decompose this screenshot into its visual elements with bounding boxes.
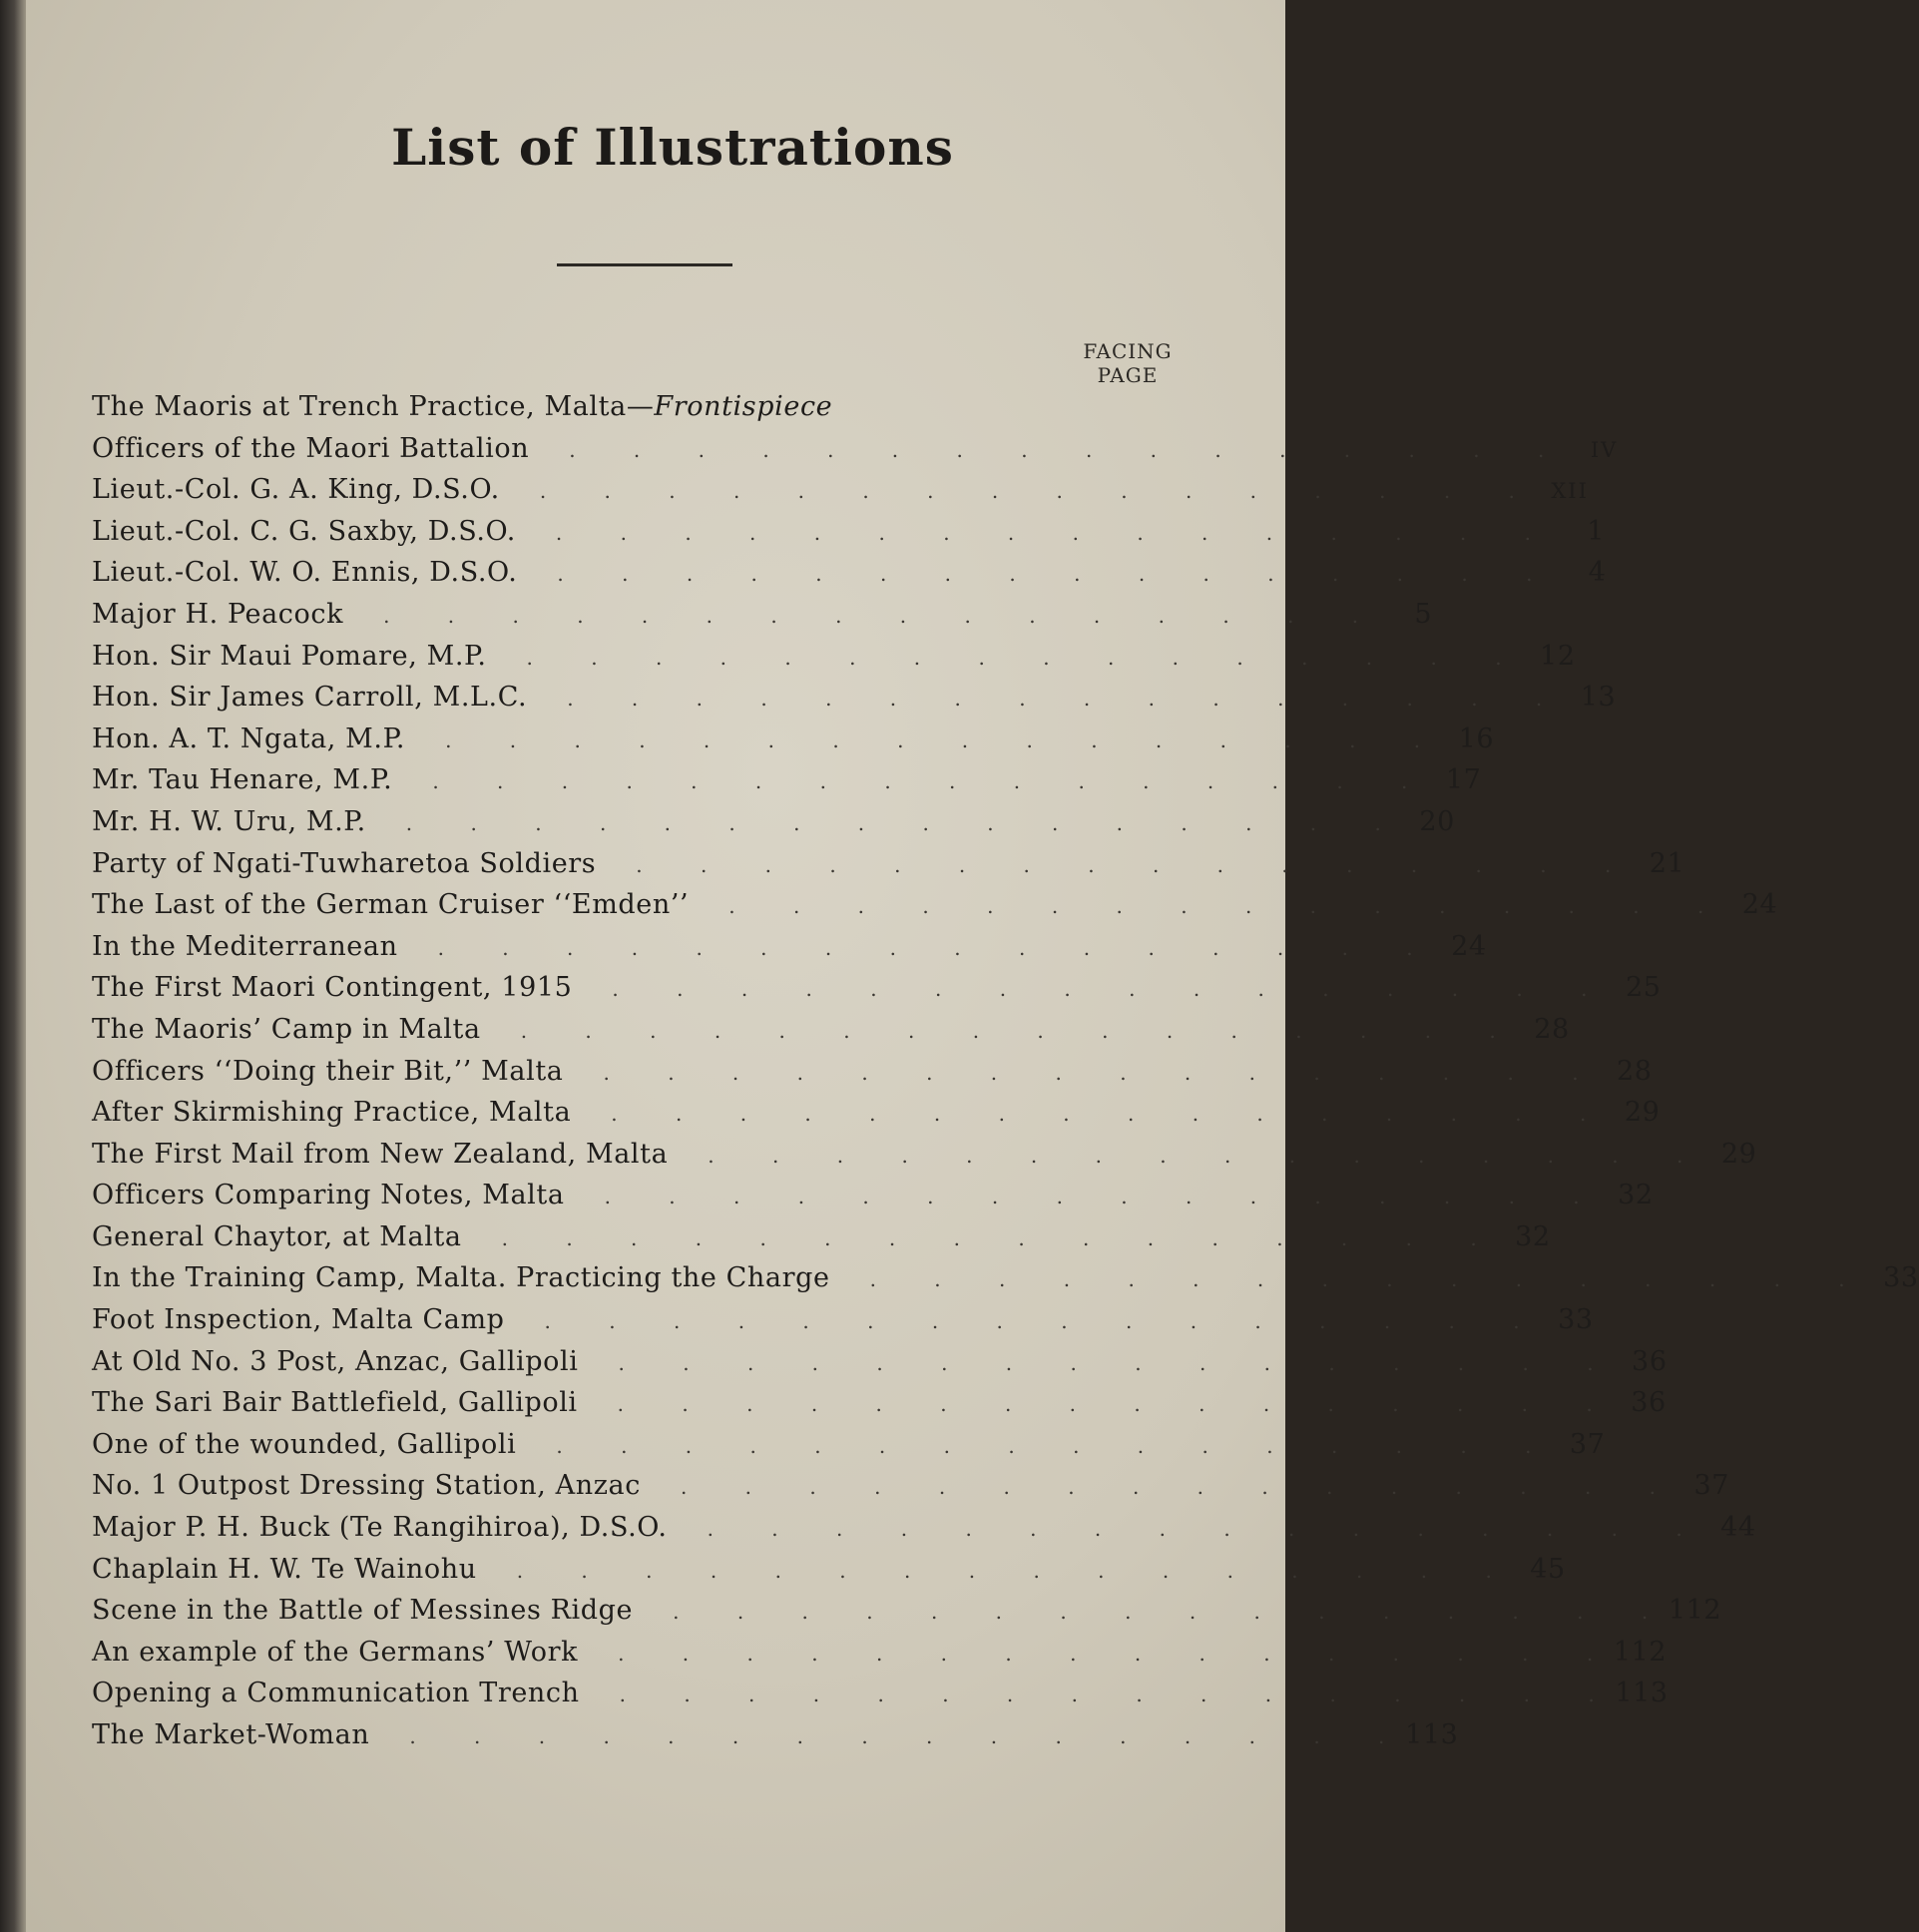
dot-leader: . . . . . . . . . . . . . . . . (516, 1558, 1492, 1583)
list-item (92, 805, 1455, 848)
list-item (92, 682, 1617, 724)
entry-page-number: 36 (1632, 1345, 1668, 1377)
entry-caption: The Market-Woman (92, 1719, 370, 1750)
entry-page-number: 24 (1741, 889, 1778, 921)
entry-page-number: 28 (1617, 1055, 1653, 1087)
dot-leader: . . . . . . . . . . . . . . . . (539, 479, 1515, 504)
entry-page-number: 29 (1720, 1138, 1757, 1170)
list-item (92, 598, 1433, 641)
entry-caption: The First Mail from New Zealand, Malta (92, 1138, 669, 1170)
entry-page-number: XII (1551, 479, 1589, 504)
frontispiece-caption (92, 391, 832, 422)
entry-page-number: 113 (1615, 1678, 1669, 1709)
entry-page-number: 5 (1414, 598, 1433, 630)
book-spine (0, 0, 26, 1932)
entry-caption: Opening a Communication Trench (92, 1678, 580, 1709)
entry-caption: General Chaytor, at Malta (92, 1220, 462, 1252)
list-item (92, 1345, 1668, 1388)
entry-page-number: 24 (1451, 930, 1487, 962)
dot-leader: . . . . . . . . . . . . . . . . (636, 852, 1612, 877)
list-item (92, 1262, 1919, 1304)
dot-leader: . . . . . . . . . . . . . . . . (445, 727, 1421, 752)
dot-leader: . . . . . . . . . . . . . . . . (611, 1102, 1587, 1127)
entry-caption: Scene in the Battle of Messines Ridge (92, 1595, 634, 1627)
entry-caption: One of the wounded, Gallipoli (92, 1428, 517, 1460)
list-item (92, 1553, 1566, 1596)
dot-leader: . . . . . . . . . . . . . . . . (526, 645, 1502, 670)
dot-leader: . . . . . . . . . . . . . . . . (707, 1517, 1682, 1542)
dot-leader: . . . . . . . . . . . . . . . . (618, 1641, 1594, 1666)
dot-leader: . . . . . . . . . . . . . . . . (619, 1683, 1595, 1707)
dot-leader: . . . . . . . . . . . . . . . . (618, 1350, 1594, 1375)
entry-page-number: 37 (1569, 1428, 1606, 1460)
dot-leader: . . . . . . . . . . . . . . . . (437, 935, 1413, 960)
list-item (92, 515, 1605, 558)
list-item (92, 889, 1778, 931)
entry-caption: Mr. Tau Henare, M.P. (92, 764, 393, 796)
entry-caption: An example of the Germans’ Work (92, 1636, 579, 1668)
dot-leader: . . . . . . . . . . . . . . . . (383, 603, 1359, 628)
list-item (92, 640, 1576, 683)
dot-leader: . . . . . . . . . . . . . . . . (544, 1309, 1520, 1334)
list-item (92, 432, 1619, 475)
frontispiece-note: Frontispiece (654, 391, 833, 422)
entry-caption: Foot Inspection, Malta Camp (92, 1304, 505, 1336)
entry-page-number: 16 (1458, 723, 1495, 754)
entry-page-number: 112 (1613, 1636, 1668, 1668)
dot-leader: . . . . . . . . . . . . . . . . (603, 1060, 1579, 1085)
dot-leader: . . . . . . . . . . . . . . . . (673, 1600, 1649, 1625)
list-item (92, 1387, 1667, 1429)
list-item (92, 723, 1495, 765)
list-item (92, 474, 1589, 516)
list-item (92, 1470, 1730, 1512)
entry-page-number: 44 (1720, 1512, 1756, 1544)
dot-leader: . . . . . . . . . . . . . . . . (617, 1392, 1593, 1417)
dot-leader: . . . . . . . . . . . . . . . . (501, 1225, 1477, 1250)
entry-page-number: 1 (1587, 515, 1605, 547)
list-item (92, 764, 1482, 806)
entry-caption: The Sari Bair Battlefield, Gallipoli (92, 1387, 578, 1419)
list-item (92, 557, 1607, 599)
entry-page-number: 45 (1530, 1553, 1566, 1585)
dot-leader: . . . . . . . . . . . . . . . . (405, 810, 1381, 835)
entry-page-number: 36 (1631, 1387, 1667, 1419)
entry-caption: Officers Comparing Notes, Malta (92, 1180, 565, 1211)
entry-caption: After Skirmishing Practice, Malta (92, 1097, 572, 1129)
dot-leader: . . . . . . . . . . . . . . . . (869, 1267, 1845, 1292)
dot-leader: . . . . . . . . . . . . . . . . (567, 687, 1543, 712)
entry-caption: Officers ‘‘Doing their Bit,’’ Malta (92, 1055, 564, 1087)
entry-page-number: 28 (1534, 1013, 1570, 1045)
entry-caption: The Last of the German Cruiser ‘‘Emden’’ (92, 889, 690, 921)
list-item (92, 1220, 1551, 1263)
list-item (92, 1138, 1757, 1181)
entry-caption: At Old No. 3 Post, Anzac, Gallipoli (92, 1345, 579, 1377)
list-item (92, 1304, 1594, 1346)
entry-caption: Hon. A. T. Ngata, M.P. (92, 723, 406, 754)
facing-header-line2: PAGE (1097, 363, 1159, 387)
entry-page-number: 29 (1624, 1097, 1661, 1129)
page-title: List of Illustrations (391, 118, 954, 177)
entry-page-number: 37 (1693, 1470, 1730, 1502)
entry-page-number: 25 (1625, 972, 1662, 1004)
entry-caption: Mr. H. W. Uru, M.P. (92, 805, 366, 837)
list-item (92, 1055, 1653, 1098)
dot-leader: . . . . . . . . . . . . . . . . (604, 1185, 1580, 1209)
entry-page-number: 113 (1405, 1719, 1459, 1750)
entry-caption: Lieut.-Col. G. A. King, D.S.O. (92, 474, 500, 506)
list-item (92, 1013, 1570, 1056)
dot-leader: . . . . . . . . . . . . . . . . (556, 1433, 1532, 1458)
entry-page-number: 112 (1668, 1595, 1722, 1627)
entry-caption: Lieut.-Col. W. O. Ennis, D.S.O. (92, 557, 518, 589)
frontispiece-entry (92, 391, 1170, 433)
entry-page-number: 32 (1515, 1220, 1551, 1252)
frontispiece-text: The Maoris at Trench Practice, Malta— (92, 391, 655, 422)
dot-leader: . . . . . . . . . . . . . . . . (432, 769, 1408, 794)
entry-caption: Chaplain H. W. Te Wainohu (92, 1553, 477, 1585)
entry-caption: Hon. Sir Maui Pomare, M.P. (92, 640, 487, 672)
list-item (92, 1512, 1756, 1554)
list-item (92, 1595, 1722, 1637)
entry-page-number: 21 (1649, 847, 1685, 879)
entry-page-number: 32 (1618, 1180, 1654, 1211)
entry-page-number: 4 (1588, 557, 1607, 589)
list-item (92, 1719, 1459, 1761)
entry-page-number: 20 (1419, 805, 1455, 837)
list-item (92, 1428, 1606, 1471)
dot-leader: . . . . . . . . . . . . . . . . (409, 1724, 1385, 1748)
entry-page-number: 13 (1580, 682, 1617, 714)
facing-page-header (1068, 339, 1188, 387)
entry-page-number: 33 (1558, 1304, 1594, 1336)
list-item (92, 972, 1662, 1014)
entry-page-number: 12 (1540, 640, 1576, 672)
entry-caption: Officers of the Maori Battalion (92, 432, 530, 464)
list-item (92, 1678, 1669, 1719)
list-item (92, 847, 1685, 890)
entry-rows (92, 432, 1919, 1761)
entry-page-number: IV (1590, 437, 1619, 462)
dot-leader: . . . . . . . . . . . . . . . . (728, 894, 1704, 919)
entry-caption: Lieut.-Col. C. G. Saxby, D.S.O. (92, 515, 516, 547)
dot-leader: . . . . . . . . . . . . . . . . (569, 437, 1545, 462)
entry-caption: Major P. H. Buck (Te Rangihiroa), D.S.O. (92, 1512, 668, 1544)
list-item (92, 1636, 1668, 1679)
dot-leader: . . . . . . . . . . . . . . . . (680, 1475, 1657, 1500)
dot-leader: . . . . . . . . . . . . . . . . (555, 520, 1531, 545)
list-item (92, 1097, 1661, 1139)
illustrations-list (92, 391, 1919, 1761)
entry-caption: Major H. Peacock (92, 598, 344, 630)
entry-caption: In the Mediterranean (92, 930, 398, 962)
title-rule (557, 263, 732, 266)
dot-leader: . . . . . . . . . . . . . . . . (520, 1018, 1496, 1043)
entry-caption: No. 1 Outpost Dressing Station, Anzac (92, 1470, 641, 1502)
list-item (92, 1180, 1654, 1221)
entry-caption: Party of Ngati-Tuwharetoa Soldiers (92, 847, 597, 879)
entry-caption: The Maoris’ Camp in Malta (92, 1013, 481, 1045)
entry-caption: In the Training Camp, Malta. Practicing the Charge (92, 1262, 830, 1294)
dot-leader: . . . . . . . . . . . . . . . . (557, 562, 1533, 587)
entry-page-number: 17 (1445, 764, 1482, 796)
entry-caption: Hon. Sir James Carroll, M.L.C. (92, 682, 528, 714)
dot-leader: . . . . . . . . . . . . . . . . (708, 1143, 1683, 1168)
entry-page-number: 33 (1883, 1262, 1919, 1294)
facing-header-line1: FACING (1083, 339, 1173, 363)
dot-leader: . . . . . . . . . . . . . . . . (612, 977, 1588, 1002)
entry-caption: The First Maori Contingent, 1915 (92, 972, 573, 1004)
list-item (92, 930, 1487, 973)
